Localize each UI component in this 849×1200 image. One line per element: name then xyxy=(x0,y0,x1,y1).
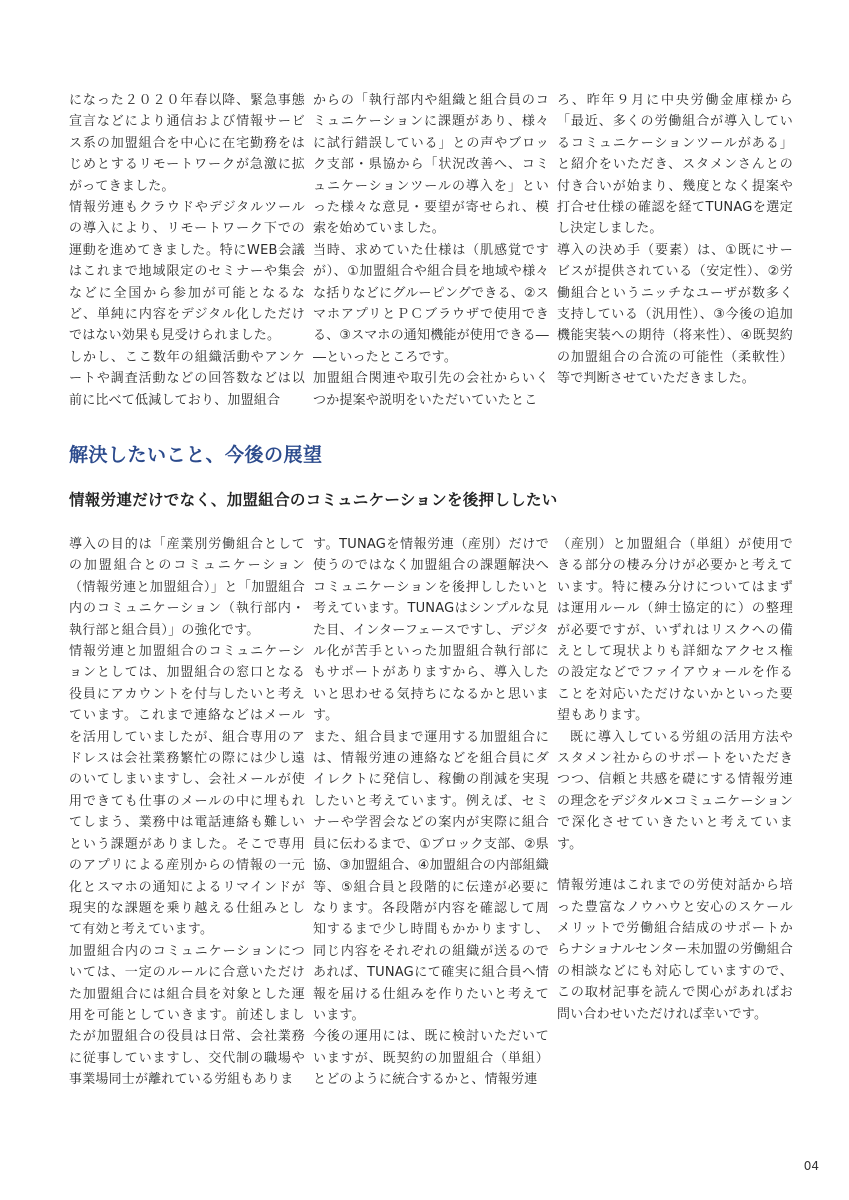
paragraph: 既に導入している労組の活用方法やスタメン社からのサポートをいただきつつ、信頼と共感を礎にする情報労連の理念をデジタル×コミュニケーションで深化させていきたいと考えています。 xyxy=(557,729,793,852)
paragraph: になった２０２０年春以降、緊急事態宣言などにより通信および情報サービス系の加盟組合を中心に在宅勤務をはじめとするリモートワークが急激に拡がってきました。 xyxy=(69,93,305,194)
paragraph: 導入の目的は「産業別労働組合としての加盟組合とのコミュニケーション（情報労連と加盟組合）」と「加盟組合内のコミュニケーション（執行部内・執行部と組合員）」の強化です。 xyxy=(69,537,305,638)
section-subheading: 情報労連だけでなく、加盟組合のコミュニケーションを後押ししたい xyxy=(69,491,558,509)
paragraph: 加盟組合内のコミュニケーションについては、一定のルールに合意いただけた加盟組合には組合員を対象とした運用を可能としていきます。前述しましたが加盟組合の役員は日常、会社業務に従事していますし、交代制の職場や事業場同士が離れている労組もありま xyxy=(69,943,305,1088)
upper-column-2 xyxy=(313,90,549,411)
paragraph: 加盟組合関連や取引先の会社からいくつか提案や説明をいただいていたとこ xyxy=(313,371,549,408)
paragraph: ろ、昨年９月に中央労働金庫様から「最近、多くの労働組合が導入しているコミュニケーションツールがある」と紹介をいただき、スタメンさんとの付き合いが始まり、幾度となく提案や打合せ仕様の確認を経てTUNAGを選定し決定しました。 xyxy=(557,93,793,237)
paragraph: （産別）と加盟組合（単組）が使用できる部分の棲み分けが必要かと考えています。特に棲み分けについてはまずは運用ルール（紳士協定的に）の整理が必要ですが、いずれはリスクへの備えとして現状よりも詳細なアクセス権の設定などでファイアウォールを作ることを対応いただけないかといった要望もあります。 xyxy=(557,537,793,724)
paragraph: 今後の運用には、既に検討いただいていますが、既契約の加盟組合（単組）とどのように統合するかと、情報労連 xyxy=(313,1029,549,1088)
upper-column-1 xyxy=(69,90,305,411)
paragraph: 情報労連と加盟組合のコミュニケーションとしては、加盟組合の窓口となる役員にアカウントを付与したいと考えています。これまで連絡などはメールを活用していましたが、組合専用のアドレスは会社業務繁忙の際には少し遠のいてしまいますし、会社メールが使用できても仕事のメールの中に埋もれてしまう、業務中は電話連絡も難しいという課題がありました。そこで専用のアプリによる産別からの情報の一元化とスマホの通知によるリマインドが現実的な課題を乗り越える仕組みとして有効と考えています。 xyxy=(69,644,305,938)
paragraph: 情報労連もクラウドやデジタルツールの導入により、リモートワーク下での運動を進めてきました。特にWEB会議はこれまで地域限定のセミナーや集会などに全国から参加が可能となるなど、単純に内容をデジタル化しただけではない効果も見受けられました。 xyxy=(69,200,305,344)
paragraph: 当時、求めていた仕様は（肌感覚ですが）、①加盟組合や組合員を地域や様々な括りなどにグルーピングできる、②スマホアプリとＰＣブラウザで使用できる、③スマホの通知機能が使用できる――といったところです。 xyxy=(313,242,549,365)
paragraph: 導入の決め手（要素）は、①既にサービスが提供されている（安定性）、②労働組合というニッチなユーザが数多く支持している（汎用性）、③今後の追加機能実装への期待（将来性）、④既契約の加盟組合の合流の可能性（柔軟性）等で判断させていただきました。 xyxy=(557,242,793,387)
section-heading: 解決したいこと、今後の展望 xyxy=(69,444,323,466)
upper-column-3 xyxy=(557,90,793,390)
page-number: 04 xyxy=(803,1159,819,1173)
lower-column-3 xyxy=(557,534,793,1025)
paragraph: す。TUNAGを情報労連（産別）だけで使うのではなく加盟組合の課題解決へコミュニケーションを後押ししたいと考えています。TUNAGはシンプルな見た目、インターフェースですし、デジタル化が苦手といった加盟組合執行部にもサポートがありますから、導入したいと思わせる気持ちになるかと思います。 xyxy=(313,537,549,724)
paragraph: また、組合員まで運用する加盟組合には、情報労連の連絡などを組合員にダイレクトに発信し、稼働の削減を実現したいと考えています。例えば、セミナーや学習会などの案内が実際に組合員に伝わるまで、①ブロック支部、②県協、③加盟組合、④加盟組合の内部組織等、⑤組合員と段階的に伝達が必要になります。各段階が内容を確認して周知するまで少し時間もかかりますし、同じ内容をそれぞれの組織が送るのであれば、TUNAGにて確実に組合員へ情報を届ける仕組みを作りたいと考えています。 xyxy=(313,729,549,1023)
paragraph: からの「執行部内や組織と組合員のコミュニケーションに課題があり、様々に試行錯誤している」との声やブロック支部・県協から「状況改善へ、コミュニケーションツールの導入を」といった様々な意見・要望が寄せられ、模索を始めていました。 xyxy=(313,93,549,237)
paragraph: しかし、ここ数年の組織活動やアンケートや調査活動などの回答数などは以前に比べて低減しており、加盟組合 xyxy=(69,349,305,408)
lower-column-2 xyxy=(313,534,549,1091)
paragraph: 情報労連はこれまでの労使対話から培った豊富なノウハウと安心のスケールメリットで労働組合結成のサポートからナショナルセンター未加盟の労働組合の相談などにも対応していますので、この取材記事を読んで関心があればお問い合わせいただければ幸いです。 xyxy=(557,878,793,1022)
lower-column-1 xyxy=(69,534,305,1091)
